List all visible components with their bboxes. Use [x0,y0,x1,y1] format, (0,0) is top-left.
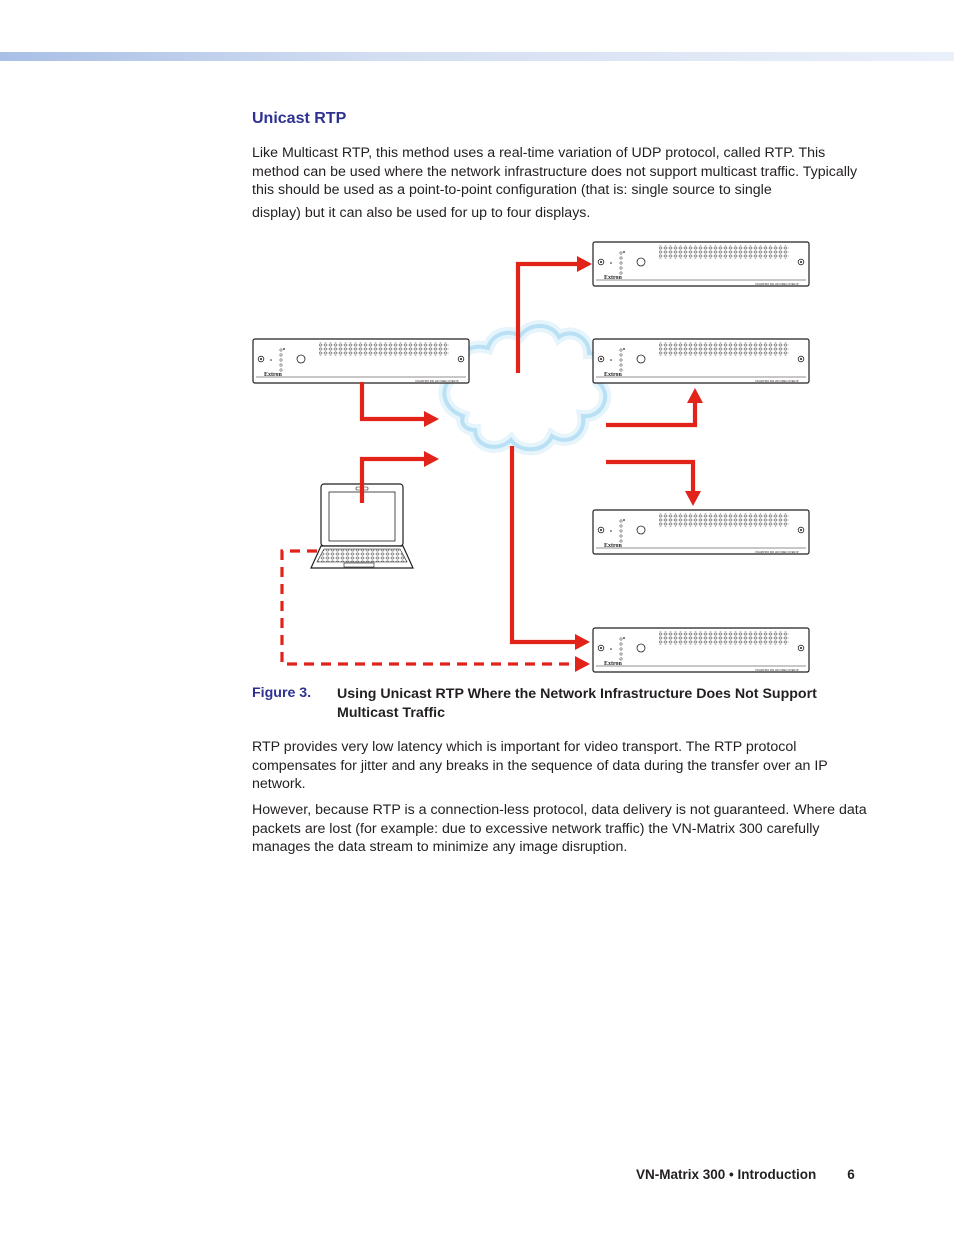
footer-page-number: 6 [847,1167,855,1182]
body-paragraph-1: RTP provides very low latency which is important for video transport. The RTP protocol compensates for jitter and any breaks in the sequence of data during the transfer over an IP network. [252,739,828,793]
model-label: VN-MATRIX 300 HD VIDEO OVER IP [755,283,799,286]
brand-label: Extron [604,372,622,378]
brand-label: Extron [604,275,622,281]
intro-line-2: display) but it can also be used for up to four displays. [252,204,591,221]
brand-label: Extron [264,372,282,378]
decoder-device-3 [593,510,809,554]
body-paragraph-2: However, because RTP is a connection-less protocol, data delivery is not guaranteed. Where data packets are lost (for example: due to excessive network traffic) the VN-Matrix 300 carefully manages the data stream to minimize any image disruption. [252,802,867,856]
page-footer [636,1167,855,1182]
decoder-device-4 [593,628,809,672]
intro-line-1: Like Multicast RTP, this method uses a real-time variation of UDP protocol, called RTP. This method can be used where the network infrastructure does not support multicast traffic. Typically this should be used as a point-to-point configuration (that is: single source to single [252,145,858,199]
decoder-device-1 [593,242,809,286]
decoder-device-2 [593,339,809,383]
source-encoder-device [253,339,469,383]
footer-doc-title: VN-Matrix 300 • Introduction [636,1167,817,1182]
figure-label: Figure 3. [252,685,312,701]
brand-label: Extron [604,661,622,667]
model-label: VN-MATRIX 300 HD VIDEO OVER IP [755,551,799,554]
brand-label: Extron [604,543,622,549]
model-label: VN-MATRIX 300 HD VIDEO OVER IP [415,380,459,383]
intro-paragraph [252,144,872,222]
figure-caption: Using Unicast RTP Where the Network Infrastructure Does Not Support Multicast Traffic [337,686,817,721]
model-label: VN-MATRIX 300 HD VIDEO OVER IP [755,380,799,383]
network-diagram [240,236,820,676]
section-heading: Unicast RTP [252,110,347,127]
model-label: VN-MATRIX 300 HD VIDEO OVER IP [755,669,799,672]
header-rule [0,52,954,61]
